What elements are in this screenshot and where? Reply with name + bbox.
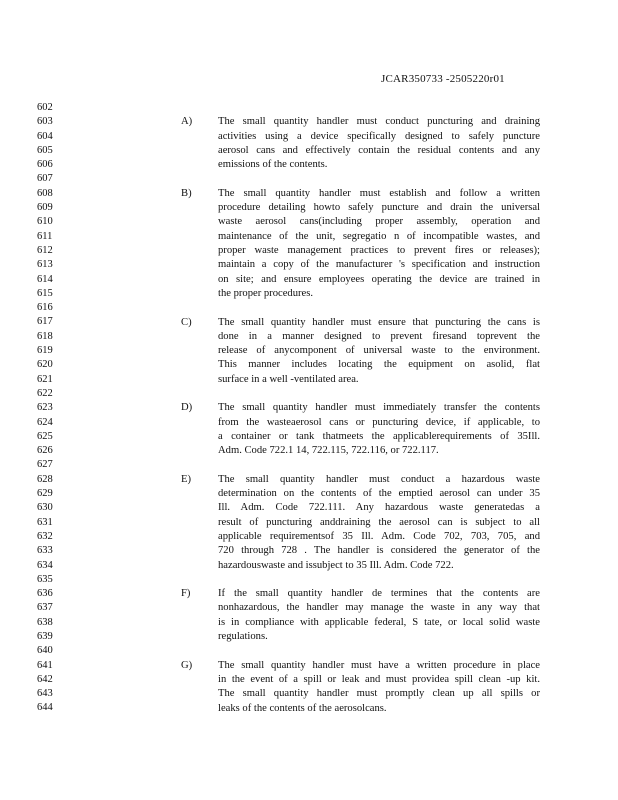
text-line: Adm. Code 722.1 14, 722.115, 722.116, or 722.117. — [218, 445, 439, 457]
line-number: 622 — [37, 387, 53, 399]
text-line: result of puncturing anddraining the aerosol can is subject to all — [218, 516, 540, 528]
text-line: nonhazardous, the handler may manage the waste in any way that — [218, 602, 540, 614]
text-line: The small quantity handler must ensure that puncturing the cans is — [218, 316, 540, 328]
text-line: The small quantity handler must conduct a hazardous waste — [218, 473, 540, 485]
subsection-text — [218, 115, 540, 172]
line-number: 604 — [37, 130, 53, 142]
subsection-text — [218, 187, 540, 301]
text-line: proper waste management practices to prevent fires or releases); — [218, 244, 540, 256]
line-number: 603 — [37, 116, 53, 128]
subsection-text — [218, 316, 540, 387]
text-line: procedure detailing howto safely puncture and drain the universal — [218, 202, 540, 214]
subsection-text — [218, 587, 540, 644]
text-line: surface in a well -ventilated area. — [218, 373, 359, 385]
subsection-text — [218, 473, 540, 573]
line-number: 613 — [37, 259, 53, 271]
text-line: done in a manner designed to prevent firesand toprevent the — [218, 330, 540, 342]
line-number: 611 — [37, 230, 53, 242]
line-number: 625 — [37, 430, 53, 442]
text-line: The small quantity handler must promptly clean up all spills or — [218, 688, 540, 700]
text-line: regulations. — [218, 631, 268, 643]
line-number: 632 — [37, 530, 53, 542]
line-number: 608 — [37, 187, 53, 199]
line-number: 610 — [37, 216, 53, 228]
line-number: 624 — [37, 416, 53, 428]
text-line: maintain a copy of the manufacturer 's specification and instruction — [218, 259, 540, 271]
line-number: 617 — [37, 316, 53, 328]
subsection-letter: C) — [181, 316, 192, 328]
text-line: waste aerosol cans(including proper assembly, operation and — [218, 216, 540, 228]
line-number: 633 — [37, 545, 53, 557]
line-number: 609 — [37, 202, 53, 214]
subsection-text — [218, 401, 540, 458]
line-number: 638 — [37, 616, 53, 628]
text-line: determination on the contents of the emptied aerosol can under 35 — [218, 488, 540, 500]
text-line: The small quantity handler must immediately transfer the contents — [218, 402, 540, 414]
line-number: 630 — [37, 502, 53, 514]
line-number: 643 — [37, 688, 53, 700]
line-number: 607 — [37, 173, 53, 185]
text-line: leaks of the contents of the aerosolcans. — [218, 702, 387, 714]
line-number: 620 — [37, 359, 53, 371]
line-number: 615 — [37, 287, 53, 299]
line-number: 616 — [37, 302, 53, 314]
text-line: applicable requirementsof 35 Ill. Adm. Code 702, 703, 705, and — [218, 530, 540, 542]
line-number: 605 — [37, 144, 53, 156]
document-id-header: JCAR350733 -2505220r01 — [381, 73, 505, 85]
text-line: release of anycomponent of universal waste to the environment. — [218, 345, 540, 357]
line-number: 636 — [37, 588, 53, 600]
text-line: If the small quantity handler de termines that the contents are — [218, 588, 540, 600]
text-line: activities using a device specifically designed to safely puncture — [218, 130, 540, 142]
text-line: in the event of a spill or leak and must providea spill clean -up kit. — [218, 673, 540, 685]
text-line: from the wasteaerosol cans or puncturing device, if applicable, to — [218, 416, 540, 428]
line-number: 644 — [37, 702, 53, 714]
line-number: 614 — [37, 273, 53, 285]
text-line: aerosol cans and effectively contain the residual contents and any — [218, 144, 540, 156]
line-number: 606 — [37, 159, 53, 171]
text-line: This manner includes locating the equipment on asolid, flat — [218, 359, 540, 371]
text-line: hazardouswaste and issubject to 35 Ill. Adm. Code 722. — [218, 559, 454, 571]
line-number: 626 — [37, 445, 53, 457]
line-number: 637 — [37, 602, 53, 614]
subsection-text — [218, 659, 540, 716]
line-number: 619 — [37, 345, 53, 357]
subsection-letter: G) — [181, 659, 193, 671]
subsection-letter: E) — [181, 473, 191, 485]
text-line: on site; and ensure employees operating the device are trained in — [218, 273, 540, 285]
subsection-letter: D) — [181, 402, 193, 414]
line-number: 612 — [37, 244, 53, 256]
text-line: maintenance of the unit, segregatio n of incompatible wastes, and — [218, 230, 540, 242]
line-number-column — [37, 101, 57, 716]
subsection-letter: A) — [181, 116, 193, 128]
text-line: is in compliance with applicable federal, S tate, or local solid waste — [218, 616, 540, 628]
text-line: Ill. Adm. Code 722.111. Any hazardous waste generatedas a — [218, 502, 540, 514]
text-line: a container or tank thatmeets the applicablerequirements of 35Ill. — [218, 430, 540, 442]
line-number: 640 — [37, 645, 53, 657]
line-number: 628 — [37, 473, 53, 485]
text-line: 720 through 728 . The handler is considered the generator of the — [218, 545, 540, 557]
line-number: 641 — [37, 659, 53, 671]
line-number: 639 — [37, 630, 53, 642]
line-number: 627 — [37, 459, 53, 471]
line-number: 631 — [37, 516, 53, 528]
line-number: 621 — [37, 373, 53, 385]
subsection-letter: B) — [181, 187, 192, 199]
subsection-letter: F) — [181, 588, 191, 600]
line-number: 602 — [37, 102, 53, 113]
line-number: 634 — [37, 559, 53, 571]
line-number: 635 — [37, 573, 53, 585]
text-line: the proper procedures. — [218, 287, 314, 299]
text-line: The small quantity handler must establish and follow a written — [218, 187, 540, 199]
text-line: emissions of the contents. — [218, 159, 328, 171]
text-line: The small quantity handler must conduct puncturing and draining — [218, 116, 540, 128]
line-number: 618 — [37, 330, 53, 342]
text-line: The small quantity handler must have a written procedure in place — [218, 659, 540, 671]
line-number: 623 — [37, 402, 53, 414]
line-number: 629 — [37, 488, 53, 500]
line-number: 642 — [37, 673, 53, 685]
